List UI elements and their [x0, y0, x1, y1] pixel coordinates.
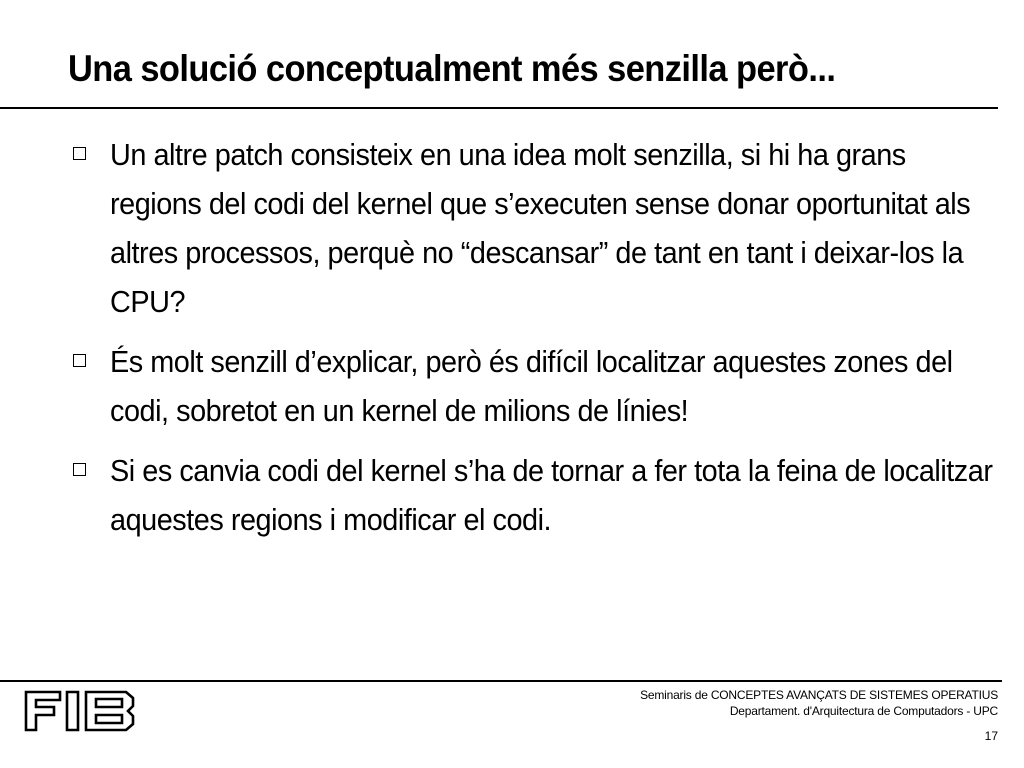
bullet-item: [73, 446, 1003, 544]
bullet-item: [73, 337, 1003, 435]
title-divider: [0, 107, 998, 109]
square-bullet-icon: [73, 147, 86, 160]
fib-logo: [22, 686, 138, 736]
footer-department: Departament. d'Arquitectura de Computadors - UPC: [729, 704, 998, 718]
bullet-text: Un altre patch consisteix en una idea molt senzilla, si hi ha grans regions del codi del kernel que s’executen sense donar oportunitat als altres processos, perquè no “descansar” de tant en tant i deixar-los la CPU?: [110, 137, 971, 319]
bullet-text: Si es canvia codi del kernel s’ha de tornar a fer tota la feina de localitzar aquestes regions i modificar el codi.: [110, 453, 993, 537]
square-bullet-icon: [73, 354, 86, 367]
footer-seminar-name: Seminaris de CONCEPTES AVANÇATS DE SISTEMES OPERATIUS: [640, 688, 998, 702]
bullet-item: [73, 130, 1003, 326]
square-bullet-icon: [73, 463, 86, 476]
slide-title: Una solució conceptualment més senzilla però...: [68, 48, 836, 89]
page-number: 17: [984, 729, 998, 743]
bullet-list: [73, 130, 1003, 555]
footer-credits: [640, 687, 998, 719]
footer-divider: [0, 680, 1002, 682]
bullet-text: És molt senzill d’explicar, però és difícil localitzar aquestes zones del codi, sobretot en un kernel de milions de línies!: [110, 344, 953, 428]
